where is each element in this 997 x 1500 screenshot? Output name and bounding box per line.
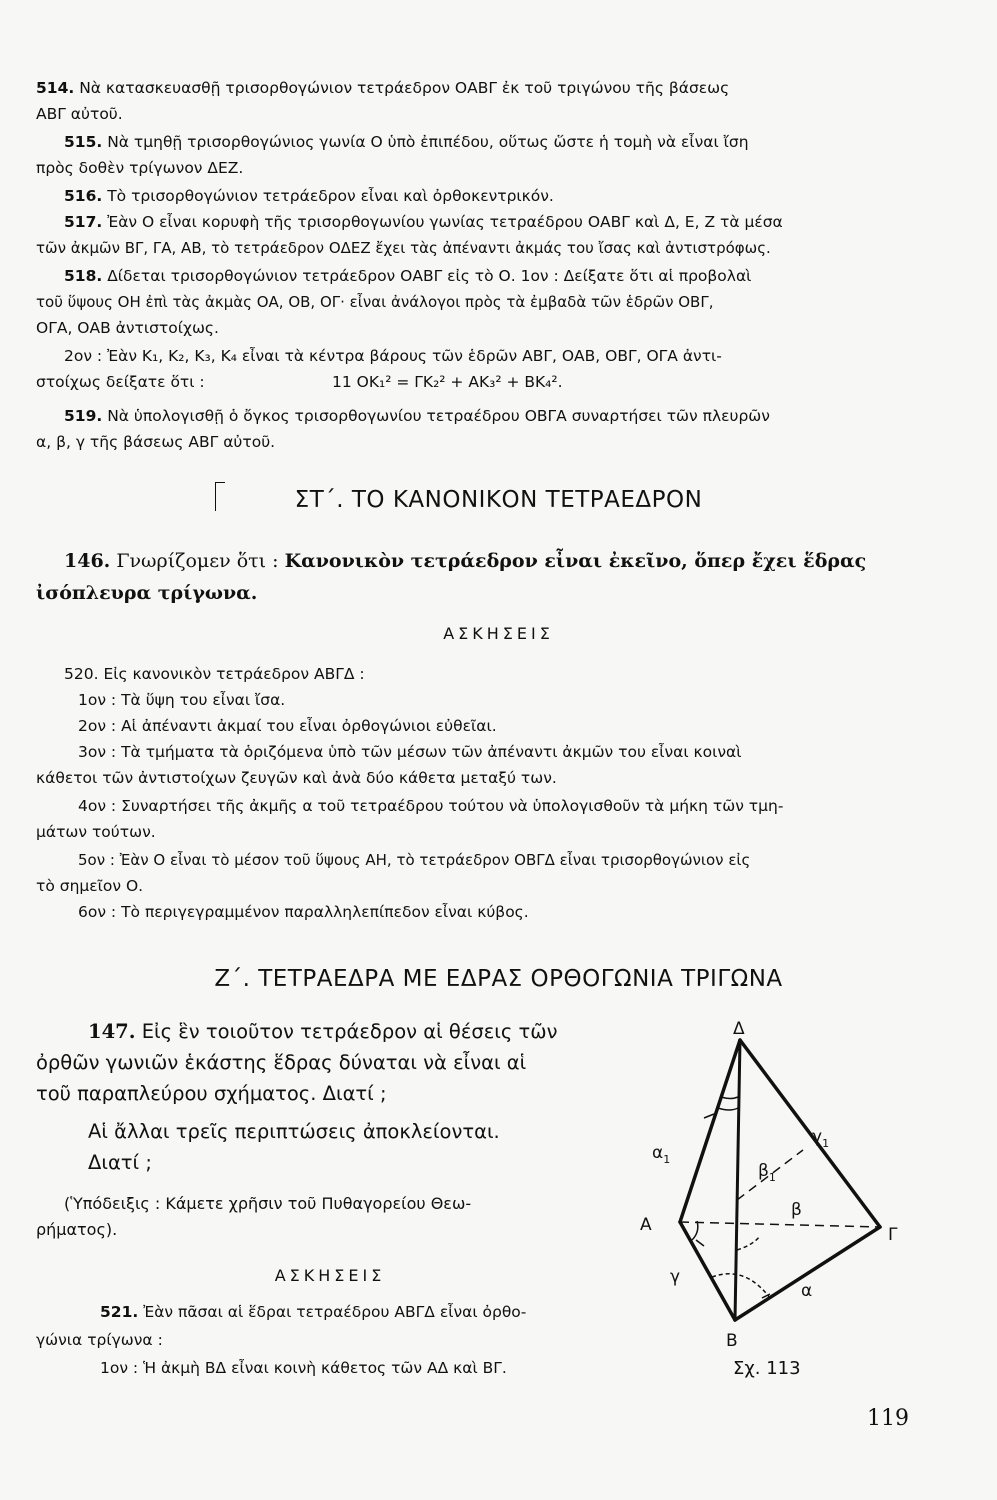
exercise-521-line-2: γώνια τρίγωνα : — [36, 1331, 163, 1349]
section-z-title: Ζ΄. ΤΕΤΡΑΕΔΡΑ ΜΕ ΕΔΡΑΣ ΟΡΘΟΓΩΝΙΑ ΤΡΙΓΩΝΑ — [214, 966, 783, 992]
exercise-520-item-2: 2ον : Αἱ ἀπέναντι ἀκμαί του εἶναι ὀρθογώνιοι εὐθεῖαι. — [78, 717, 497, 735]
paragraph-147-line-3: τοῦ παραπλεύρου σχήματος. Διατί ; — [36, 1082, 387, 1105]
exercise-number: 515. — [64, 133, 103, 151]
paragraph-lead: Γνωρίζομεν ὅτι : — [116, 550, 279, 572]
tick-mark — [696, 1240, 704, 1246]
exercise-519-line-2: α, β, γ τῆς βάσεως ΑΒΓ αὐτοῦ. — [36, 433, 276, 451]
angle-arc-A — [737, 1236, 760, 1250]
label-G: Γ — [888, 1225, 898, 1245]
label-A: Α — [640, 1215, 652, 1235]
exercise-text: Εἰς κανονικὸν τετράεδρον ΑΒΓΔ : — [103, 665, 365, 683]
edge-DG — [740, 1040, 880, 1227]
label-D: Δ — [733, 1019, 745, 1039]
exercise-518-line-2: τοῦ ὕψους ΟΗ ἐπὶ τὰς ἀκμὰς ΟΑ, ΟΒ, ΟΓ· εἶναι ἀνάλογοι πρὸς τὰ ἐμβαδὰ τῶν ἑδρῶν ΟΒΓ, — [36, 293, 714, 311]
exercise-number: 521. — [100, 1303, 139, 1321]
edge-AB — [680, 1222, 735, 1320]
hint-line-2: ρήματος). — [36, 1220, 118, 1239]
label-text: γ — [812, 1127, 823, 1147]
exercise-518-line-4: 2ον : Ἐὰν Κ₁, Κ₂, Κ₃, Κ₄ εἶναι τὰ κέντρα βάρους τῶν ἑδρῶν ΑΒΓ, ΟΑΒ, ΟΒΓ, ΟΓΑ ἀντι- — [64, 347, 722, 365]
label-beta: β — [791, 1200, 802, 1220]
label-gamma1 — [812, 1127, 829, 1150]
exercise-517-line-2: τῶν ἀκμῶν ΒΓ, ΓΑ, ΑΒ, τὸ τετράεδρον ΟΔΕΖ ἔχει τὰς ἀπέναντι ἀκμάς του ἴσας καὶ ἀντιστρόφως. — [36, 239, 771, 257]
paragraph-number: 147. — [88, 1020, 136, 1043]
exercise-520-item-3-cont: κάθετοι τῶν ἀντιστοίχων ζευγῶν καὶ ἀνὰ δύο κάθετα μεταξύ των. — [36, 769, 557, 787]
page-number: 119 — [867, 1406, 909, 1431]
paragraph-number: 146. — [64, 550, 111, 572]
hint-line-1: (Ὑπόδειξις : Κάμετε χρῆσιν τοῦ Πυθαγορείου Θεω- — [64, 1194, 472, 1213]
label-alpha: α — [801, 1281, 813, 1301]
label-text: β — [758, 1161, 769, 1181]
paragraph-147-line-5: Διατί ; — [88, 1151, 152, 1174]
exercise-520-item-5-cont: τὸ σημεῖον Ο. — [36, 877, 144, 895]
label-subscript: 1 — [822, 1137, 830, 1150]
exercise-text: Νὰ κατασκευασθῇ τρισορθογώνιον τετράεδρον ΟΑΒΓ ἐκ τοῦ τριγώνου τῆς βάσεως — [79, 79, 730, 97]
exercise-number: 514. — [36, 79, 75, 97]
exercise-text: Δίδεται τρισορθογώνιον τετράεδρον ΟΑΒΓ εἰς τὸ Ο. 1ον : Δείξατε ὅτι αἱ προβολαὶ — [107, 267, 752, 285]
label-beta1 — [758, 1161, 776, 1184]
figure-caption: Σχ. 113 — [733, 1358, 801, 1379]
exercise-520-item-4-cont: μάτων τούτων. — [36, 823, 156, 841]
exercise-text: Ἐὰν πᾶσαι αἱ ἕδραι τετραέδρου ΑΒΓΔ εἶναι ὀρθο- — [143, 1303, 527, 1321]
edge-AG-hidden — [680, 1222, 880, 1227]
exercise-520-item-4: 4ον : Συναρτήσει τῆς ἀκμῆς α τοῦ τετραέδρου τούτου νὰ ὑπολογισθοῦν τὰ μήκη τῶν τμη- — [78, 797, 784, 815]
exercise-518-line-3: ΟΓΑ, ΟΑΒ ἀντιστοίχως. — [36, 319, 219, 337]
exercise-520-item-5: 5ον : Ἐὰν Ο εἶναι τὸ μέσον τοῦ ὕψους ΑΗ, τὸ τετράεδρον ΟΒΓΔ εἶναι τρισορθογώνιον εἰς — [78, 851, 751, 869]
paragraph-146-line-2: ἰσόπλευρα τρίγωνα. — [36, 582, 258, 604]
exercises-heading: ΑΣΚΗΣΕΙΣ — [443, 624, 554, 643]
section-st-title: ΣΤ΄. ΤΟ ΚΑΝΟΝΙΚΟΝ ΤΕΤΡΑΕΔΡΟΝ — [294, 487, 703, 513]
exercise-text: Ἐὰν Ο εἶναι κορυφὴ τῆς τρισορθογωνίου γωνίας τετραέδρου ΟΑΒΓ καὶ Δ, Ε, Ζ τὰ μέσα — [107, 213, 783, 231]
exercise-520-item-3: 3ον : Τὰ τμήματα τὰ ὁριζόμενα ὑπὸ τῶν μέσων τῶν ἀπέναντι ἀκμῶν του εἶναι κοιναὶ — [78, 743, 742, 761]
paragraph-147-line-2: ὀρθῶν γωνιῶν ἑκάστης ἕδρας δύναται νὰ εἶναι αἱ — [36, 1051, 527, 1074]
right-angle-arc-D2 — [721, 1097, 738, 1099]
exercise-520-item-1: 1ον : Τὰ ὕψη του εἶναι ἴσα. — [78, 691, 286, 709]
exercise-number: 518. — [64, 267, 103, 285]
exercise-514-line-2: ΑΒΓ αὐτοῦ. — [36, 105, 123, 123]
exercise-number: 517. — [64, 213, 103, 231]
exercise-number: 516. — [64, 187, 103, 205]
tick-mark — [704, 1114, 714, 1118]
exercise-number: 519. — [64, 407, 103, 425]
exercise-518-formula: 11 ΟΚ₁² = ΓΚ₂² + ΑΚ₃² + ΒΚ₄². — [332, 373, 563, 391]
label-subscript: 1 — [768, 1171, 776, 1184]
exercise-521-item-1: 1ον : Ἡ ἀκμὴ ΒΔ εἶναι κοινὴ κάθετος τῶν ΑΔ καὶ ΒΓ. — [100, 1359, 507, 1377]
exercise-text: Τὸ τρισορθογώνιον τετράεδρον εἶναι καὶ ὀρθοκεντρικόν. — [107, 187, 554, 205]
edge-DA — [680, 1040, 740, 1222]
label-alpha1 — [652, 1143, 670, 1166]
right-angle-arc-D — [718, 1108, 738, 1110]
exercise-number: 520. — [64, 665, 99, 683]
exercise-518-line-5a: στοίχως δείξατε ὅτι : — [36, 373, 205, 391]
edge-DB — [735, 1040, 740, 1320]
exercise-520-item-6: 6ον : Τὸ περιγεγραμμένον παραλληλεπίπεδον εἶναι κύβος. — [78, 903, 529, 921]
angle-arc-A2 — [692, 1221, 698, 1240]
label-B: Β — [726, 1331, 738, 1351]
exercise-text: Νὰ ὑπολογισθῇ ὁ ὄγκος τρισορθογωνίου τετραέδρου ΟΒΓΑ συναρτήσει τῶν πλευρῶν — [107, 407, 770, 425]
paragraph-text: Εἰς ἓν τοιοῦτον τετράεδρον αἱ θέσεις τῶν — [141, 1020, 558, 1043]
exercise-515-line-2: πρὸς δοθὲν τρίγωνον ΔΕΖ. — [36, 159, 244, 177]
definition-text: Κανονικὸν τετράεδρον εἶναι ἐκεῖνο, ὅπερ ἔχει ἕδρας — [284, 550, 867, 572]
edge-GB — [735, 1227, 880, 1320]
label-subscript: 1 — [663, 1153, 671, 1166]
paragraph-147-line-4: Αἱ ἄλλαι τρεῖς περιπτώσεις ἀποκλείονται. — [88, 1120, 500, 1143]
exercise-text: Νὰ τμηθῇ τρισορθογώνιος γωνία Ο ὑπὸ ἐπιπέδου, οὕτως ὥστε ἡ τομὴ νὰ εἶναι ἴση — [107, 133, 749, 151]
label-gamma: γ — [670, 1267, 681, 1287]
exercises-heading-2: ΑΣΚΗΣΕΙΣ — [274, 1266, 386, 1285]
label-text: α — [652, 1143, 664, 1163]
